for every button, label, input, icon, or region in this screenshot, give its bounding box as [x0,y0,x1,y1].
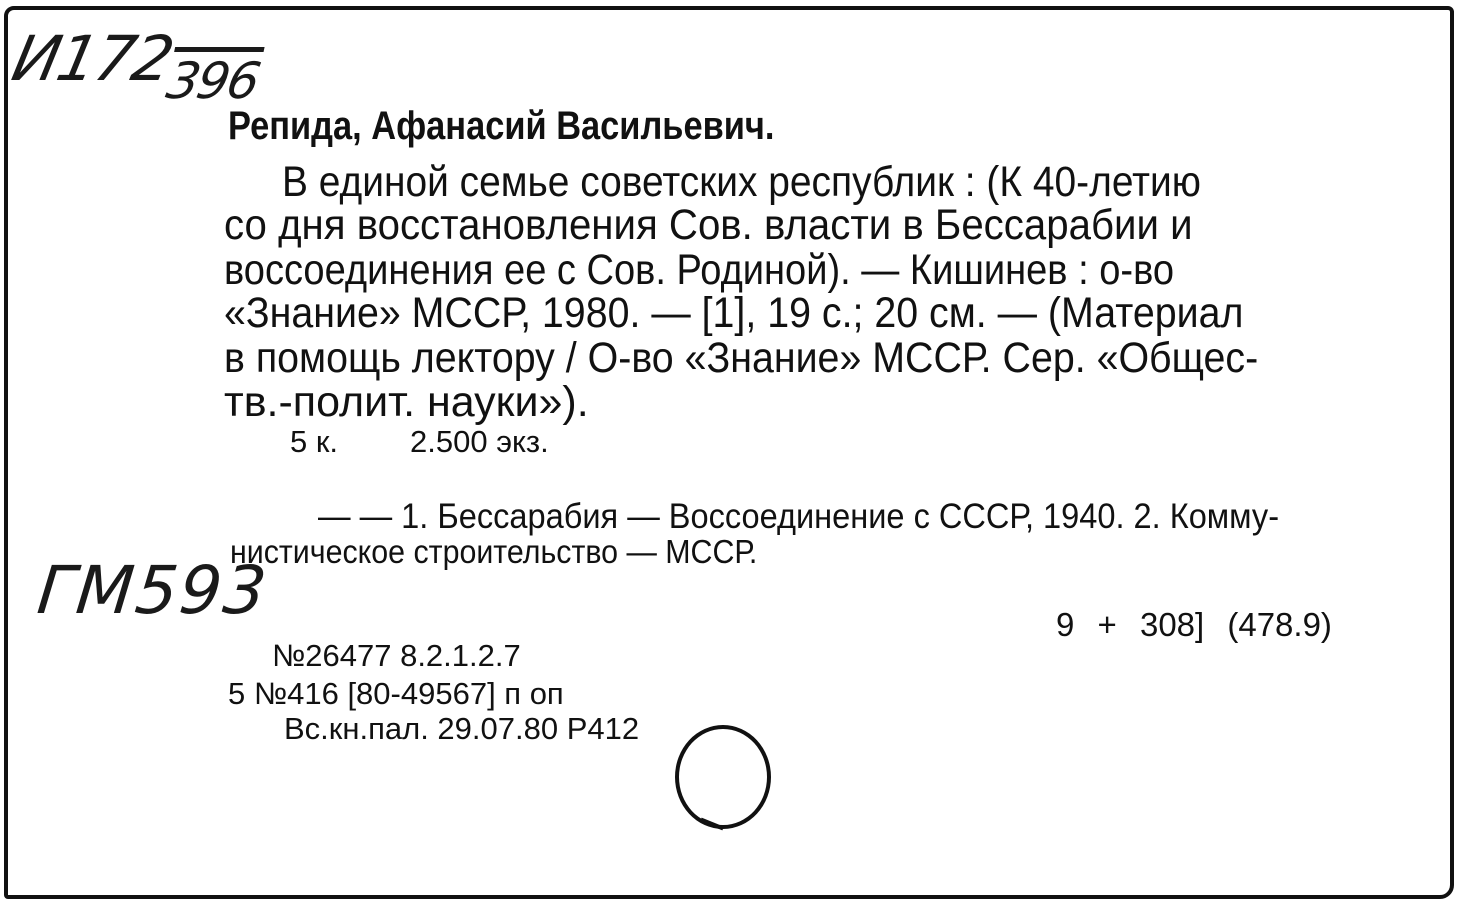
description-line-2: со дня восстановления Сов. власти в Бессарабии и [224,201,1193,249]
description-line-6: тв.-полит. науки»). [224,378,589,426]
handwritten-shelf-mark-main: И172 [6,22,179,95]
order-line: 5 №416 [80-49567] п оп [228,676,564,711]
handwritten-shelf-mark-sub: 396 [161,52,264,110]
print-run: 2.500 экз. [410,424,549,459]
stamp-circle [675,725,771,829]
price: 5 к. [290,424,339,459]
record-number: №26477 8.2.1.2.7 [272,638,521,673]
description-line-3: воссоединения ее с Сов. Родиной). — Кишинев : о-во [224,246,1175,294]
description-line-5: в помощь лектору / О-во «Знание» МССР. Сер. «Общес- [224,334,1259,382]
description-line-1: В единой семье советских республик : (К 40-летию [282,158,1201,206]
subjects-line-2: нистическое строительство — МССР. [230,533,758,570]
handwritten-shelf-mark [6,22,270,110]
subjects-line-1: — — 1. Бессарабия — Воссоединение с СССР, 1940. 2. Комму- [318,497,1280,536]
handwritten-inventory-mark: ГМ593 [33,552,272,629]
author-heading: Репида, Афанасий Васильевич. [228,104,775,148]
book-chamber-line: Вс.кн.пал. 29.07.80 Р412 [284,711,640,746]
classification-index: 9 + 308] (478.9) [1056,606,1332,643]
description-line-4: «Знание» МССР, 1980. — [1], 19 с.; 20 см. — (Материал [224,289,1244,337]
